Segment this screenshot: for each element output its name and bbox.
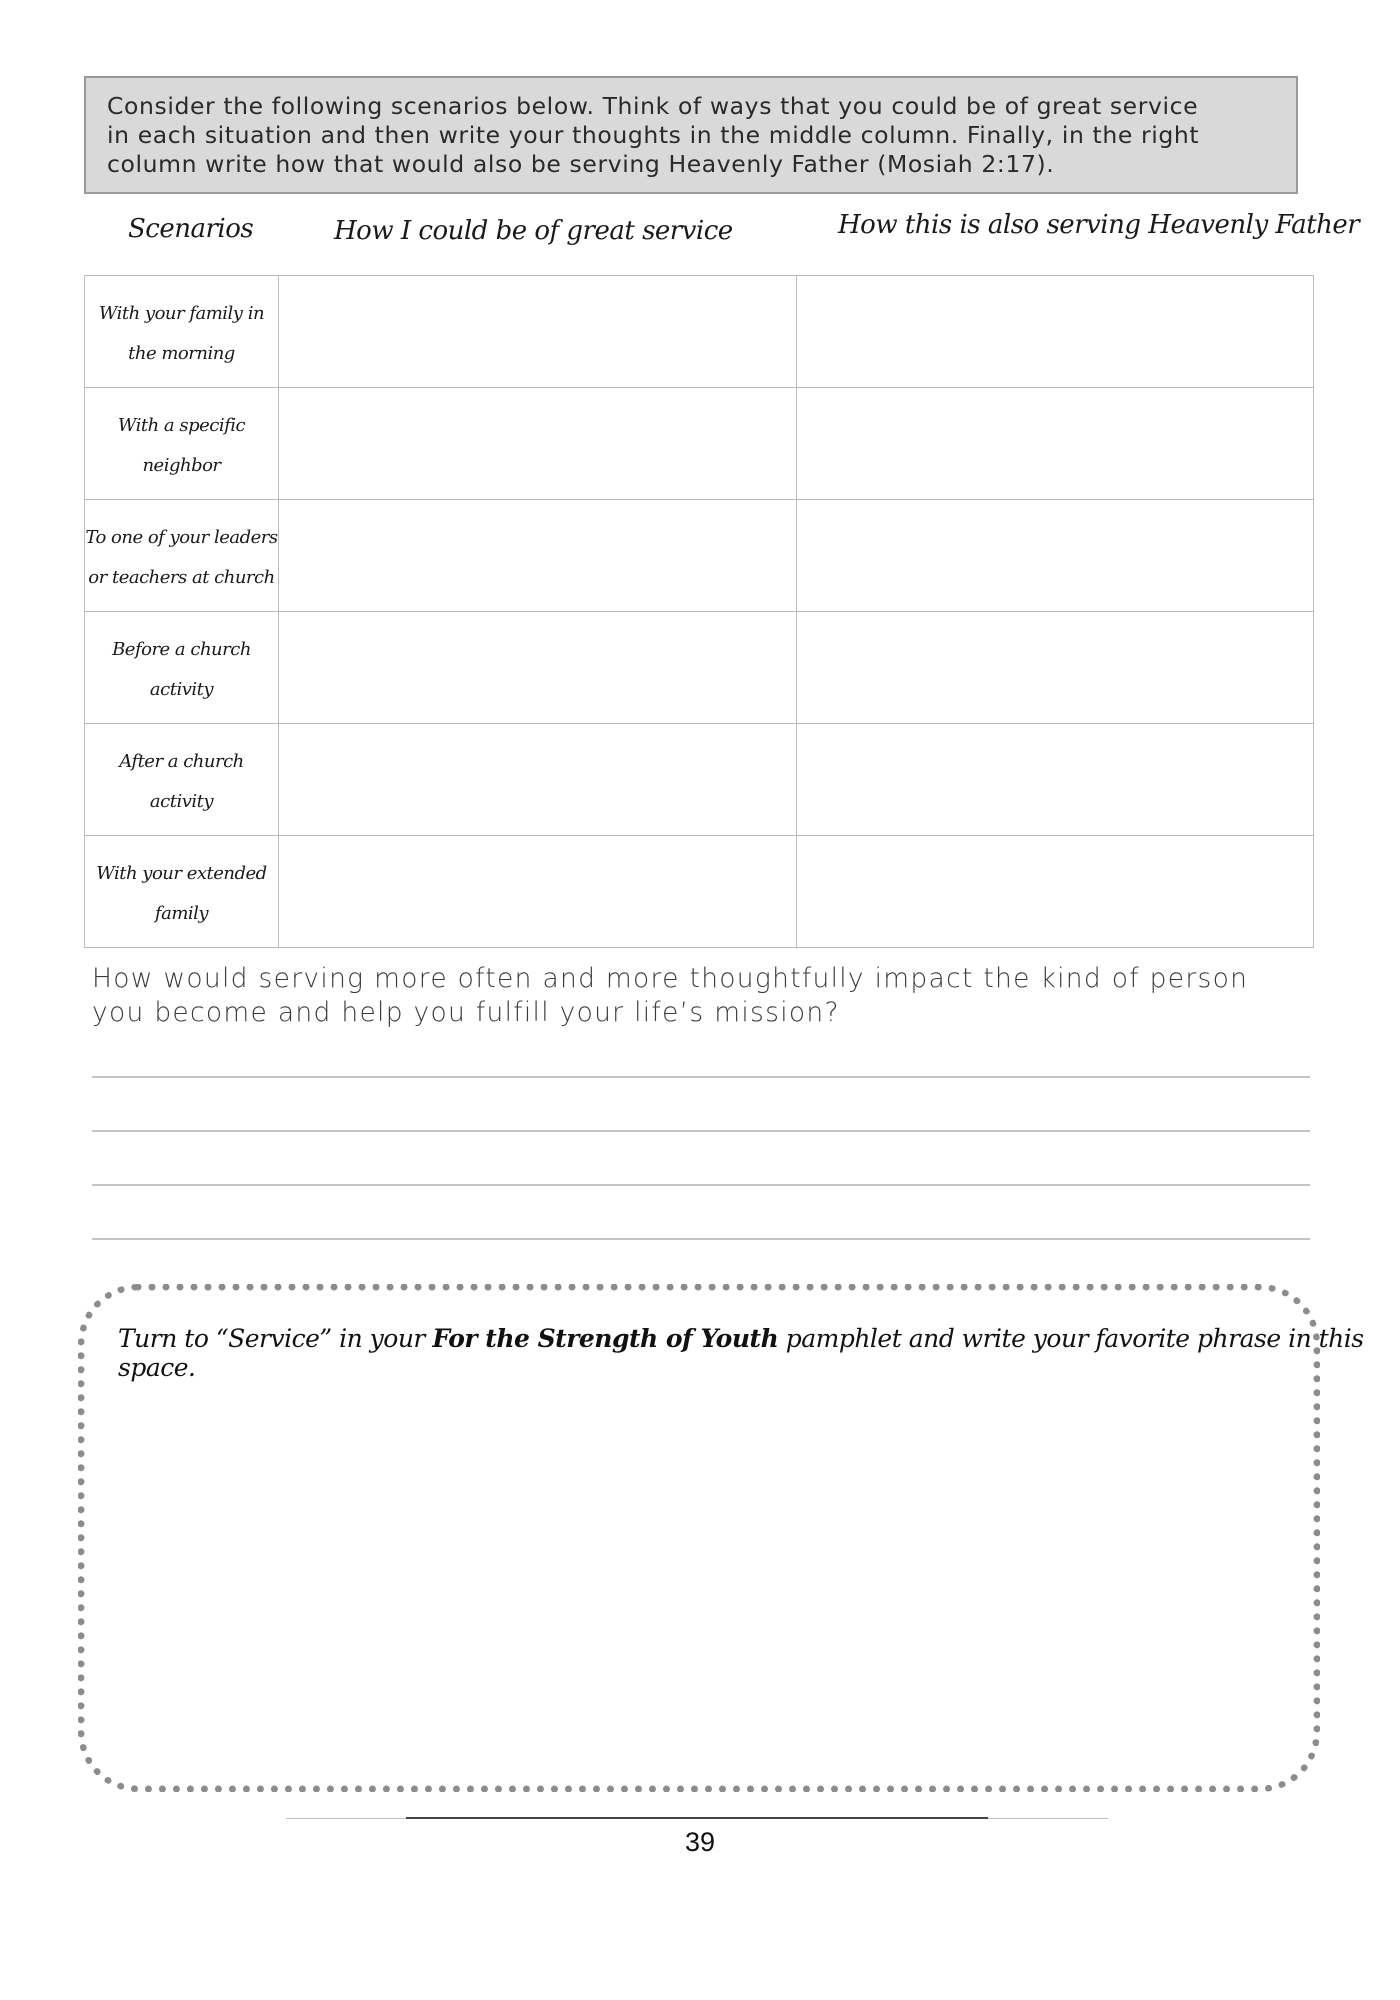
scenario-label-line: Before a church [112, 638, 251, 660]
heavenly-father-answer-cell[interactable] [797, 724, 1314, 836]
scenario-label-line: With your extended [96, 862, 267, 884]
answer-line[interactable] [92, 1130, 1310, 1132]
scenario-label-line: With your family in [98, 302, 265, 324]
service-answer-cell[interactable] [279, 388, 797, 500]
question-line-1: How would serving more often and more thoughtfully impact the kind of person [92, 963, 1249, 994]
answer-line[interactable] [92, 1238, 1310, 1240]
heavenly-father-answer-cell[interactable] [797, 836, 1314, 948]
scenario-label-line: To one of your leaders [85, 526, 278, 548]
scenario-label [85, 500, 279, 612]
header-great-service: How I could be of great service [334, 216, 733, 246]
service-answer-cell[interactable] [279, 500, 797, 612]
table-row [85, 276, 1314, 388]
heavenly-father-answer-cell[interactable] [797, 612, 1314, 724]
service-answer-cell[interactable] [279, 612, 797, 724]
scenario-label-line: or teachers at church [88, 566, 275, 588]
page-number: 39 [684, 1827, 716, 1857]
scenario-label [85, 388, 279, 500]
service-answer-cell[interactable] [279, 724, 797, 836]
pamphlet-title: For the Strength of Youth [432, 1324, 779, 1353]
answer-line[interactable] [92, 1184, 1310, 1186]
scenario-label-line: neighbor [142, 454, 221, 476]
favorite-phrase-prompt [118, 1324, 1400, 1382]
instructions-line-2: in each situation and then write your thoughts in the middle column. Finally, in the right [107, 121, 1200, 149]
scenario-label [85, 724, 279, 836]
header-serving-heavenly-father: How this is also serving Heavenly Father [838, 210, 1360, 240]
service-answer-cell[interactable] [279, 836, 797, 948]
heavenly-father-answer-cell[interactable] [797, 276, 1314, 388]
scenario-label [85, 836, 279, 948]
table-row [85, 724, 1314, 836]
table-row [85, 388, 1314, 500]
table-row [85, 836, 1314, 948]
scenario-label-line: After a church [119, 750, 244, 772]
scenario-label-line: the morning [128, 342, 235, 364]
scenario-label-line: family [154, 902, 209, 924]
instructions-line-3: column write how that would also be serving Heavenly Father (Mosiah 2:17). [107, 150, 1055, 178]
scenario-label [85, 612, 279, 724]
reflection-question [92, 962, 1322, 1030]
instructions-box [84, 76, 1298, 194]
scenarios-table [84, 275, 1314, 948]
scenario-label-line: activity [149, 790, 214, 812]
heavenly-father-answer-cell[interactable] [797, 500, 1314, 612]
scenario-label-line: With a specific [117, 414, 246, 436]
scenario-label [85, 276, 279, 388]
heavenly-father-answer-cell[interactable] [797, 388, 1314, 500]
prompt-text-before: Turn to “Service” in your [118, 1324, 433, 1353]
question-line-2: you become and help you fulfill your life’s mission? [92, 997, 840, 1028]
answer-line[interactable] [92, 1076, 1310, 1078]
instructions-line-1: Consider the following scenarios below. Think of ways that you could be of great service [107, 92, 1199, 120]
prompt-text-after: pamphlet and write your favorite phrase in this space. [118, 1324, 1364, 1382]
scenario-label-line: activity [149, 678, 214, 700]
service-answer-cell[interactable] [279, 276, 797, 388]
table-row [85, 612, 1314, 724]
footer-divider-accent [406, 1817, 988, 1819]
table-row [85, 500, 1314, 612]
header-scenarios: Scenarios [128, 214, 254, 244]
